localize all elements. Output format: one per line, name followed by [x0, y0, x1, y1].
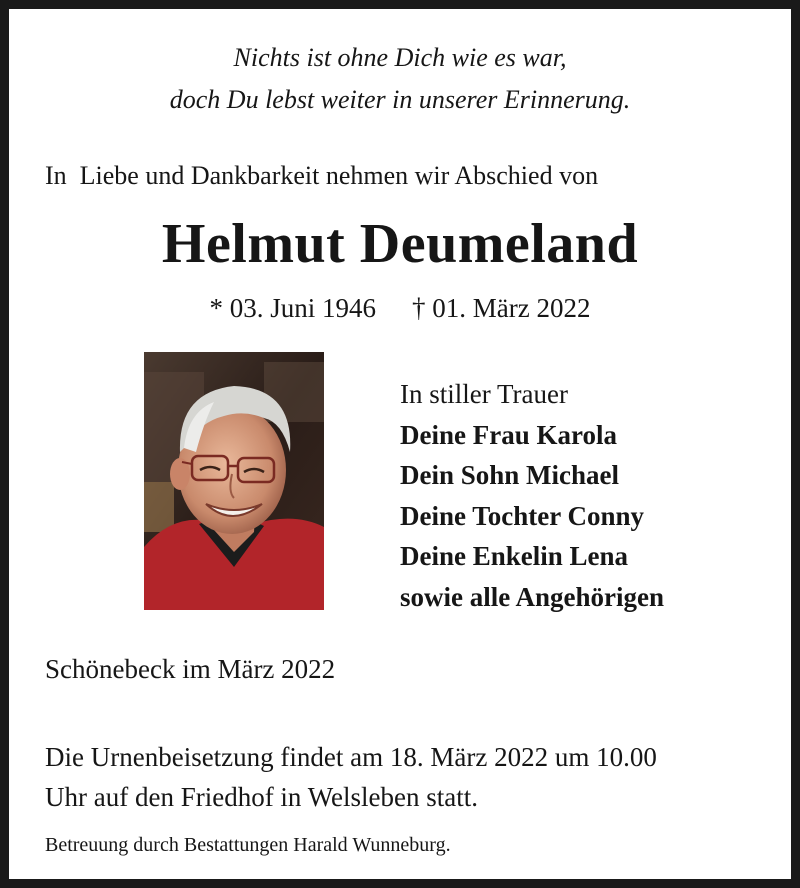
mourner-wife: Deine Frau Karola	[400, 419, 617, 450]
undertaker-credit: Betreuung durch Bestattungen Harald Wunneburg.	[45, 834, 451, 856]
portrait-image	[144, 352, 324, 610]
mourner-granddaughter: Deine Enkelin Lena	[400, 541, 629, 571]
place-and-date: Schönebeck im März 2022	[45, 654, 336, 684]
burial-line-1: Die Urnenbeisetzung findet am 18. März 2022 um 10.00	[45, 742, 657, 772]
quote-line-2: doch Du lebst weiter in unserer Erinnerung.	[169, 85, 631, 114]
mourner-son: Dein Sohn Michael	[400, 460, 620, 490]
life-dates	[9, 293, 791, 324]
intro-text: In Liebe und Dankbarkeit nehmen wir Abschied von	[45, 161, 599, 190]
burial-line-2: Uhr auf den Friedhof in Welsleben statt.	[45, 782, 478, 812]
memorial-quote	[9, 37, 791, 121]
mourner-daughter: Deine Tochter Conny	[400, 500, 645, 531]
birth-date: * 03. Juni 1946	[209, 293, 377, 323]
quote-line-1: Nichts ist ohne Dich wie es war,	[233, 43, 567, 72]
death-date: † 01. März 2022	[412, 293, 591, 323]
mourners-list	[400, 374, 664, 617]
mourner-relatives: sowie alle Angehörigen	[400, 581, 664, 612]
deceased-name: Helmut Deumeland	[161, 213, 639, 275]
mourners-heading: In stiller Trauer	[400, 379, 568, 409]
portrait-photo	[144, 352, 324, 610]
burial-info	[45, 737, 785, 817]
